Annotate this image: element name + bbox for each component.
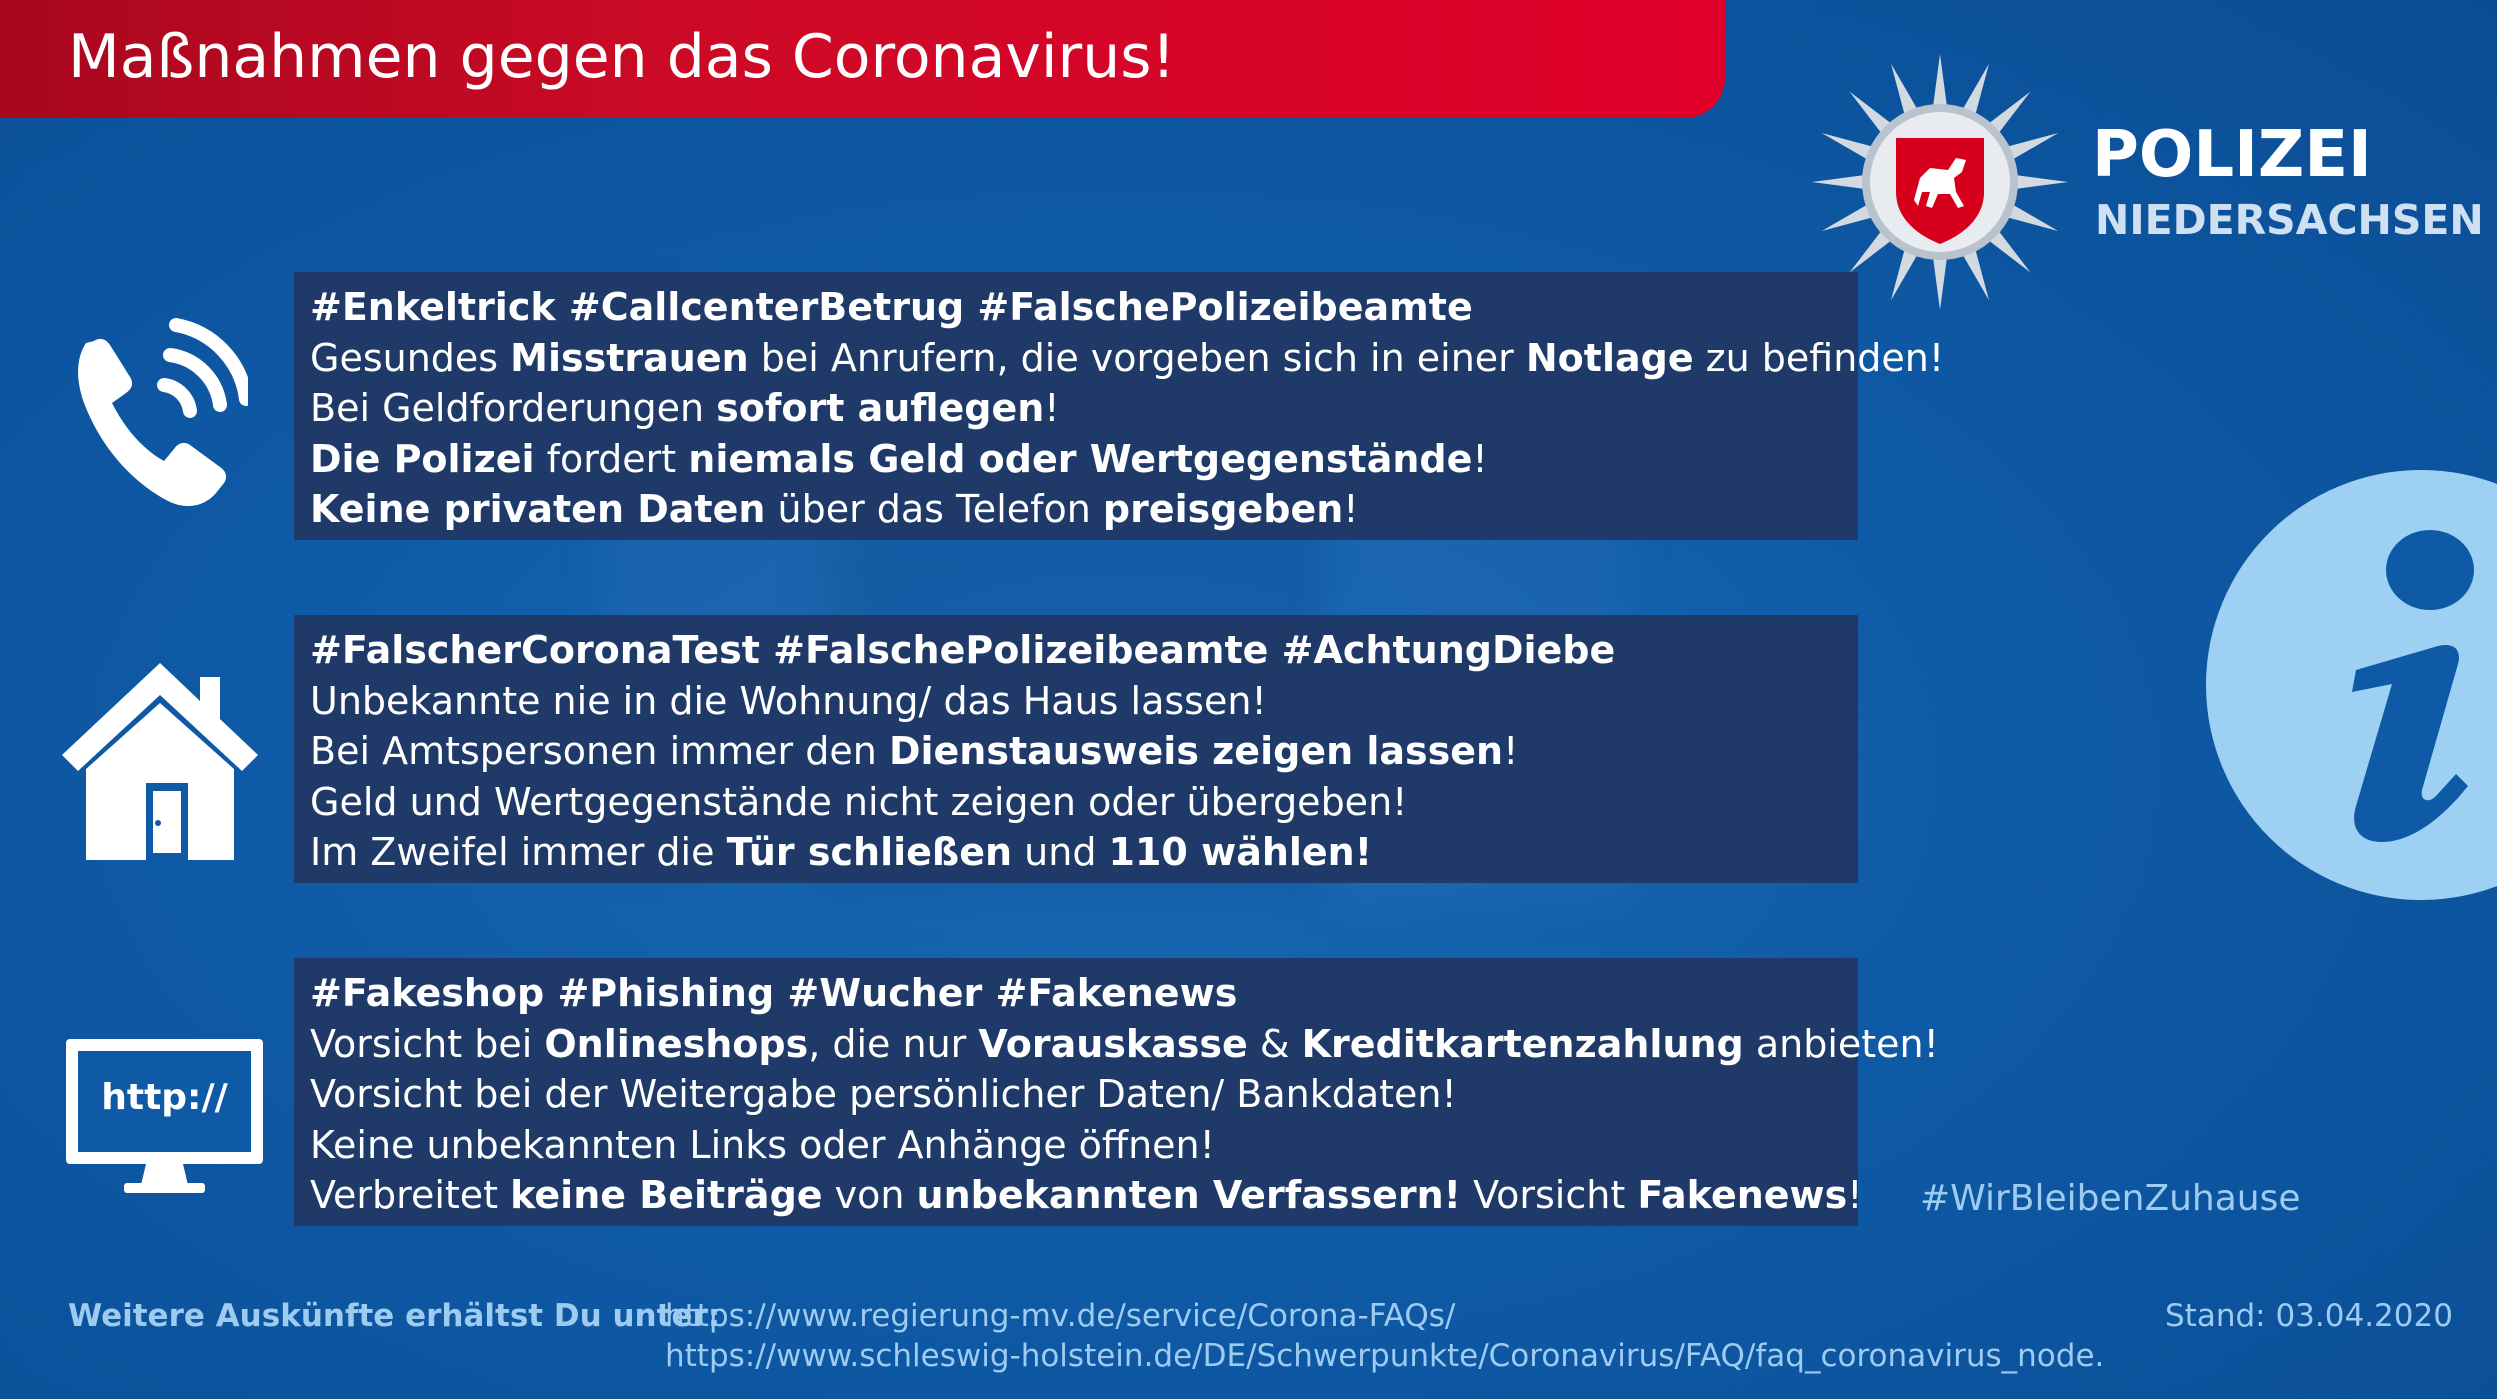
footer-label: Weitere Auskünfte erhältst Du unter: xyxy=(68,1298,721,1334)
text-run: bei Anrufern, die vorgeben sich in einer xyxy=(748,335,1526,380)
text-run: Vorsicht xyxy=(1461,1173,1638,1217)
text-run: Geld und Wertgegenstände nicht zeigen oder übergeben! xyxy=(310,779,1408,824)
panel-text-line xyxy=(310,726,1858,777)
panel-text-line xyxy=(310,1120,1858,1171)
info-icon xyxy=(2206,470,2497,900)
text-run: fordert xyxy=(534,436,689,481)
text-run: Keine privaten Daten xyxy=(310,487,766,531)
text-run: Keine unbekannten Links oder Anhänge öffnen! xyxy=(310,1122,1215,1167)
text-run: & xyxy=(1247,1021,1302,1066)
panel-text-line xyxy=(310,777,1858,828)
text-run: Fakenews xyxy=(1637,1173,1848,1217)
logo-subtitle: NIEDERSACHSEN xyxy=(2095,196,2484,244)
text-run: Tür schließen xyxy=(726,830,1013,874)
text-run: anbieten! xyxy=(1743,1021,1939,1066)
info-panel-house xyxy=(294,615,1858,883)
text-run: ! xyxy=(1847,1173,1863,1217)
text-run: Die Polizei xyxy=(310,436,535,481)
text-run: Onlineshops xyxy=(544,1021,809,1066)
panel-text-line xyxy=(310,827,1858,878)
panel-text-line xyxy=(310,1019,1939,1070)
panel-hashtags xyxy=(310,968,1858,1019)
text-run: ! xyxy=(1343,487,1359,531)
panel-text-line xyxy=(310,1170,1863,1221)
text-run: keine Beiträge xyxy=(510,1173,823,1217)
monitor-icon xyxy=(62,1035,267,1200)
info-circle xyxy=(2206,470,2497,900)
text-run: Verbreitet xyxy=(310,1173,511,1217)
text-run: Im Zweifel immer die xyxy=(310,830,727,874)
logo-title: POLIZEI xyxy=(2092,118,2372,192)
text-run: preisgeben xyxy=(1102,487,1344,531)
text-run: #FalscherCoronaTest #FalschePolizeibeamte #AchtungDiebe xyxy=(310,628,1616,672)
text-run: Dienstausweis zeigen lassen xyxy=(888,729,1504,773)
text-run: unbekannten Verfassern! xyxy=(916,1173,1461,1217)
info-panel-internet xyxy=(294,958,1939,1226)
panel-text-line xyxy=(310,434,1858,485)
text-run: sofort auflegen xyxy=(716,386,1045,430)
panel-text-line xyxy=(310,333,1945,384)
text-run: #Enkeltrick #CallcenterBetrug #FalschePolizeibeamte xyxy=(310,285,1473,329)
text-run: 110 wählen! xyxy=(1108,830,1373,874)
text-run: , die nur xyxy=(808,1021,979,1066)
footer-link-mv[interactable]: https://www.regierung-mv.de/service/Corona-FAQs/ xyxy=(665,1298,1456,1334)
info-panel-phone xyxy=(294,272,1945,540)
monitor-http-label: http:// xyxy=(101,1077,228,1118)
text-run: und xyxy=(1012,830,1109,874)
panel-hashtags xyxy=(310,282,1858,333)
house-icon xyxy=(58,655,263,860)
hashtag-label: #WirBleibenZuhause xyxy=(1920,1178,2301,1219)
panel-hashtags xyxy=(310,625,1858,676)
text-run: über das Telefon xyxy=(765,487,1103,531)
text-run: ! xyxy=(1503,729,1519,773)
phone-icon xyxy=(68,315,248,510)
text-run: ! xyxy=(1044,386,1060,430)
panel-text-line xyxy=(310,383,1858,434)
footer-link-sh[interactable]: https://www.schleswig-holstein.de/DE/Schwerpunkte/Coronavirus/FAQ/faq_coronavirus_node. xyxy=(665,1338,2105,1374)
panel-text-line xyxy=(310,1069,1858,1120)
text-run: #Fakeshop #Phishing #Wucher #Fakenews xyxy=(310,971,1238,1015)
text-run: Gesundes xyxy=(310,335,511,380)
text-run: Unbekannte nie in die Wohnung/ das Haus lassen! xyxy=(310,678,1267,723)
title-bar xyxy=(0,0,1725,118)
text-run: Notlage xyxy=(1525,335,1694,380)
panel-text-line xyxy=(310,676,1858,727)
text-run: von xyxy=(822,1173,917,1217)
text-run: ! xyxy=(1472,436,1488,481)
text-run: Vorsicht bei xyxy=(310,1021,545,1066)
page-title: Maßnahmen gegen das Coronavirus! xyxy=(68,22,1176,92)
text-run: Misstrauen xyxy=(510,335,749,380)
date-stamp: Stand: 03.04.2020 xyxy=(2165,1298,2453,1334)
text-run: Vorsicht bei der Weitergabe persönlicher Daten/ Bankdaten! xyxy=(310,1072,1457,1116)
text-run: Vorauskasse xyxy=(978,1021,1248,1066)
text-run: niemals Geld oder Wertgegenstände xyxy=(688,436,1473,481)
panel-text-line xyxy=(310,484,1858,535)
text-run: Bei Geldforderungen xyxy=(310,386,717,430)
text-run: zu befinden! xyxy=(1693,335,1945,380)
text-run: Bei Amtspersonen immer den xyxy=(310,729,889,773)
text-run: Kreditkartenzahlung xyxy=(1301,1021,1744,1066)
